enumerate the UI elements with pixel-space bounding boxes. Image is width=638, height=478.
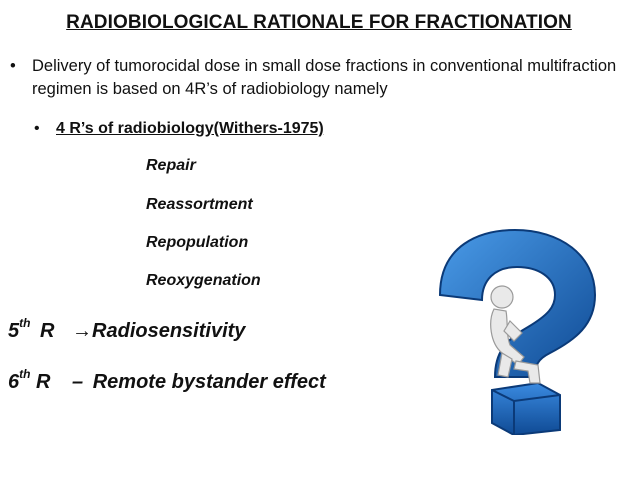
sixth-r-line bbox=[8, 367, 326, 394]
fifth-sup: th bbox=[19, 316, 31, 331]
r-item-reoxygenation: Reoxygenation bbox=[146, 272, 261, 289]
sixth-num: 6 bbox=[8, 371, 20, 393]
sixth-dash: – bbox=[72, 371, 84, 393]
fifth-num: 5 bbox=[8, 320, 20, 342]
question-mark-figure-icon bbox=[410, 225, 610, 435]
question-mark-dot bbox=[492, 383, 560, 435]
bullet-sub-dot: • bbox=[34, 120, 40, 137]
r-item-reassortment: Reassortment bbox=[146, 196, 253, 213]
fifth-r-line bbox=[8, 316, 246, 343]
bullet-dot: • bbox=[10, 57, 16, 75]
sixth-text: Remote bystander effect bbox=[92, 371, 326, 393]
arrow-icon: → bbox=[72, 320, 93, 342]
sixth-sup: th bbox=[19, 367, 31, 382]
bullet-sub bbox=[34, 120, 324, 138]
fifth-r: R bbox=[40, 320, 55, 342]
fifth-text: Radiosensitivity bbox=[92, 320, 246, 342]
r-item-repair: Repair bbox=[146, 157, 196, 174]
slide-title: RADIOBIOLOGICAL RATIONALE FOR FRACTIONATION bbox=[66, 12, 572, 33]
r-item-repopulation: Repopulation bbox=[146, 234, 249, 251]
sixth-r: R bbox=[36, 371, 51, 393]
bullet-main-text: Delivery of tumorocidal dose in small dose fractions in conventional multifraction regimen is based on 4R’s of radiobiology namely bbox=[32, 57, 617, 98]
bullet-sub-text: 4 R’s of radiobiology(Withers-1975) bbox=[56, 120, 324, 137]
